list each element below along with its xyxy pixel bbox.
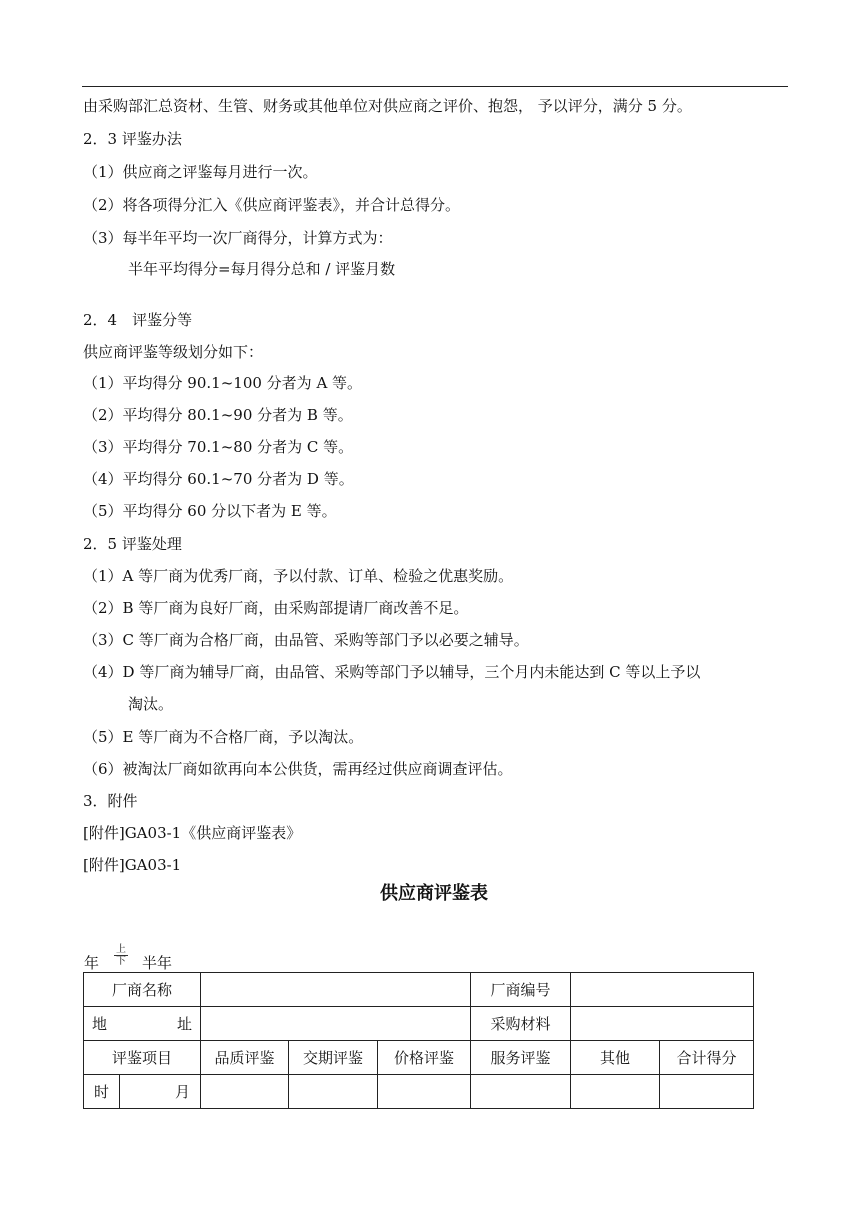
material-cell[interactable] xyxy=(571,1007,754,1041)
address-label-part: 址 xyxy=(177,1015,193,1033)
column-header: 合计得分 xyxy=(660,1041,754,1075)
handling-item-cont: 淘汰。 xyxy=(128,695,174,713)
formula-line: 半年平均得分=每月得分总和 / 评鉴月数 xyxy=(128,260,396,278)
section-2-5-heading: 2．5 评鉴处理 xyxy=(83,535,182,553)
column-header: 品质评鉴 xyxy=(201,1041,289,1075)
handling-item: （4）D 等厂商为辅导厂商，由品管、采购等部门予以辅导，三个月内未能达到 C 等以上予以 xyxy=(83,663,701,681)
address-label xyxy=(84,1007,201,1041)
method-item: （1）供应商之评鉴每月进行一次。 xyxy=(83,163,318,181)
intro-line: 由采购部汇总资材、生管、财务或其他单位对供应商之评价、抱怨， 予以评分，满分 5 分。 xyxy=(83,97,692,115)
form-title: 供应商评鉴表 xyxy=(380,883,488,904)
column-header: 价格评鉴 xyxy=(378,1041,471,1075)
half-stack xyxy=(114,944,128,967)
grade-item: （3）平均得分 70.1~80 分者为 C 等。 xyxy=(83,438,354,456)
vendor-no-label: 厂商编号 xyxy=(471,973,571,1007)
handling-item: （3）C 等厂商为合格厂商，由品管、采购等部门予以必要之辅导。 xyxy=(83,631,529,649)
year-label: 年 xyxy=(84,954,100,972)
table-row xyxy=(84,1007,754,1041)
column-header: 其他 xyxy=(571,1041,660,1075)
vendor-no-cell[interactable] xyxy=(571,973,754,1007)
score-cell[interactable] xyxy=(660,1075,754,1109)
handling-item: （1）A 等厂商为优秀厂商，予以付款、订单、检验之优惠奖励。 xyxy=(83,567,514,585)
score-cell[interactable] xyxy=(471,1075,571,1109)
handling-item: （6）被淘汰厂商如欲再向本公供货，需再经过供应商调查评估。 xyxy=(83,760,513,778)
address-label-part: 地 xyxy=(92,1015,108,1033)
grade-item: （1）平均得分 90.1~100 分者为 A 等。 xyxy=(83,374,363,392)
attachment-line: [附件]GA03-1 xyxy=(83,856,182,874)
score-cell[interactable] xyxy=(201,1075,289,1109)
column-header: 服务评鉴 xyxy=(471,1041,571,1075)
section-2-4-heading: 2．4 评鉴分等 xyxy=(83,311,193,329)
material-label: 采购材料 xyxy=(471,1007,571,1041)
half-lower-label: 下 xyxy=(116,956,126,967)
vendor-name-cell[interactable] xyxy=(201,973,471,1007)
half-year-label: 半年 xyxy=(142,954,173,972)
half-upper-label: 上 xyxy=(116,944,126,955)
section-2-3-heading: 2．3 评鉴办法 xyxy=(83,130,182,148)
score-cell[interactable] xyxy=(289,1075,378,1109)
table-row xyxy=(84,973,754,1007)
vendor-evaluation-table xyxy=(83,972,754,1109)
section-3-heading: 3．附件 xyxy=(83,792,138,810)
month-label: 月 xyxy=(120,1075,201,1109)
column-header: 交期评鉴 xyxy=(289,1041,378,1075)
handling-item: （5）E 等厂商为不合格厂商，予以淘汰。 xyxy=(83,728,364,746)
table-row xyxy=(84,1075,754,1109)
grade-item: （4）平均得分 60.1~70 分者为 D 等。 xyxy=(83,470,354,488)
grade-item: （2）平均得分 80.1~90 分者为 B 等。 xyxy=(83,406,353,424)
method-item: （3）每半年平均一次厂商得分，计算方式为： xyxy=(83,229,393,247)
method-item: （2）将各项得分汇入《供应商评鉴表》，并合计总得分。 xyxy=(83,196,461,214)
attachment-line: [附件]GA03-1《供应商评鉴表》 xyxy=(83,824,302,842)
address-cell[interactable] xyxy=(201,1007,471,1041)
grade-item: （5）平均得分 60 分以下者为 E 等。 xyxy=(83,502,337,520)
vendor-name-label: 厂商名称 xyxy=(84,973,201,1007)
handling-item: （2）B 等厂商为良好厂商，由采购部提请厂商改善不足。 xyxy=(83,599,469,617)
header-rule xyxy=(82,86,788,87)
item-label: 评鉴项目 xyxy=(84,1041,201,1075)
score-cell[interactable] xyxy=(378,1075,471,1109)
grade-intro: 供应商评鉴等级划分如下： xyxy=(83,343,264,361)
time-label: 时 xyxy=(84,1075,120,1109)
table-row xyxy=(84,1041,754,1075)
score-cell[interactable] xyxy=(571,1075,660,1109)
